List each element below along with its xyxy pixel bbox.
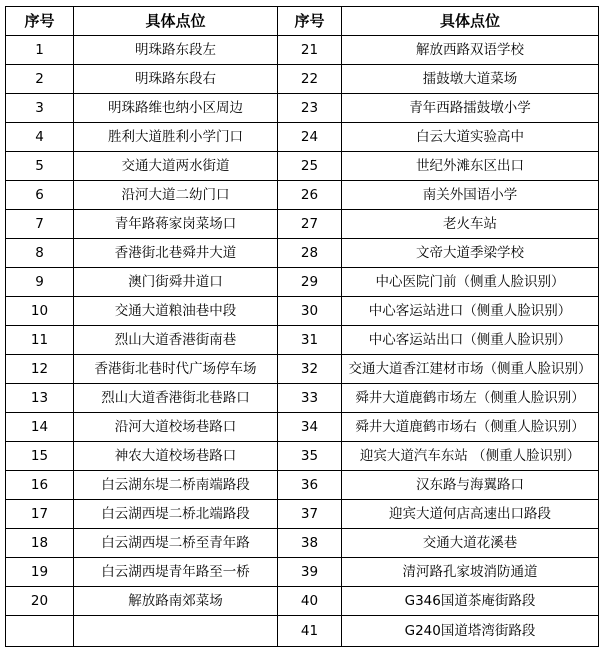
table-row <box>6 326 599 355</box>
row-number: 35 <box>278 442 342 471</box>
header-number: 序号 <box>6 7 74 36</box>
row-number: 20 <box>6 587 74 616</box>
row-number: 11 <box>6 326 74 355</box>
row-number: 2 <box>6 65 74 94</box>
row-location: 香港街北巷舜井大道 <box>74 239 278 268</box>
row-location: 解放路南郊菜场 <box>74 587 278 616</box>
header-location: 具体点位 <box>74 7 278 36</box>
row-number: 16 <box>6 471 74 500</box>
row-location: 舜井大道鹿鹤市场左（侧重人脸识别） <box>342 384 599 413</box>
row-number: 26 <box>278 181 342 210</box>
row-location: 清河路孔家坡消防通道 <box>342 558 599 587</box>
row-location: 世纪外滩东区出口 <box>342 152 599 181</box>
row-location: 明珠路维也纳小区周边 <box>74 94 278 123</box>
table-row <box>6 181 599 210</box>
row-location: 中心客运站出口（侧重人脸识别） <box>342 326 599 355</box>
row-number: 18 <box>6 529 74 558</box>
row-location: 香港街北巷时代广场停车场 <box>74 355 278 384</box>
row-number: 6 <box>6 181 74 210</box>
row-location: 青年西路擂鼓墩小学 <box>342 94 599 123</box>
row-location: 舜井大道鹿鹤市场右（侧重人脸识别） <box>342 413 599 442</box>
row-number: 3 <box>6 94 74 123</box>
row-number: 36 <box>278 471 342 500</box>
row-number: 7 <box>6 210 74 239</box>
row-location: 白云湖西堤二桥北端路段 <box>74 500 278 529</box>
table-row <box>6 65 599 94</box>
row-location: 烈山大道香港街南巷 <box>74 326 278 355</box>
row-location: 白云湖西堤二桥至青年路 <box>74 529 278 558</box>
table-row <box>6 210 599 239</box>
table-row <box>6 413 599 442</box>
row-number <box>6 616 74 647</box>
row-number: 28 <box>278 239 342 268</box>
row-number: 37 <box>278 500 342 529</box>
row-location: 白云大道实验高中 <box>342 123 599 152</box>
row-location: 交通大道粮油巷中段 <box>74 297 278 326</box>
row-location: 青年路蒋家岗菜场口 <box>74 210 278 239</box>
row-location: 中心客运站进口（侧重人脸识别） <box>342 297 599 326</box>
row-location: 神农大道校场巷路口 <box>74 442 278 471</box>
row-location: 文帝大道季梁学校 <box>342 239 599 268</box>
row-number: 40 <box>278 587 342 616</box>
table-row <box>6 384 599 413</box>
row-number: 38 <box>278 529 342 558</box>
row-number: 29 <box>278 268 342 297</box>
table-row <box>6 616 599 647</box>
row-number: 8 <box>6 239 74 268</box>
row-location: 沿河大道校场巷路口 <box>74 413 278 442</box>
row-number: 5 <box>6 152 74 181</box>
header-location: 具体点位 <box>342 7 599 36</box>
row-number: 33 <box>278 384 342 413</box>
row-location: 明珠路东段左 <box>74 36 278 65</box>
row-location: 胜利大道胜利小学门口 <box>74 123 278 152</box>
table-body <box>6 36 599 647</box>
row-location: 汉东路与海翼路口 <box>342 471 599 500</box>
row-number: 24 <box>278 123 342 152</box>
row-location: 沿河大道二幼门口 <box>74 181 278 210</box>
table-row <box>6 442 599 471</box>
row-location: 交通大道香江建材市场（侧重人脸识别） <box>342 355 599 384</box>
row-location: G240国道塔湾街路段 <box>342 616 599 647</box>
row-number: 27 <box>278 210 342 239</box>
row-location: 交通大道两水街道 <box>74 152 278 181</box>
table-row <box>6 500 599 529</box>
row-number: 13 <box>6 384 74 413</box>
row-location: 烈山大道香港街北巷路口 <box>74 384 278 413</box>
table-row <box>6 152 599 181</box>
table-row <box>6 123 599 152</box>
row-location <box>74 616 278 647</box>
table-row <box>6 529 599 558</box>
row-number: 34 <box>278 413 342 442</box>
table-row <box>6 471 599 500</box>
row-location: 中心医院门前（侧重人脸识别） <box>342 268 599 297</box>
row-number: 12 <box>6 355 74 384</box>
row-number: 9 <box>6 268 74 297</box>
row-location: 老火车站 <box>342 210 599 239</box>
row-number: 21 <box>278 36 342 65</box>
row-location: 迎宾大道何店高速出口路段 <box>342 500 599 529</box>
row-number: 23 <box>278 94 342 123</box>
header-row <box>6 7 599 36</box>
row-number: 14 <box>6 413 74 442</box>
row-number: 17 <box>6 500 74 529</box>
row-location: 迎宾大道汽车东站 （侧重人脸识别） <box>342 442 599 471</box>
row-number: 41 <box>278 616 342 647</box>
table-row <box>6 36 599 65</box>
row-location: 南关外国语小学 <box>342 181 599 210</box>
table-row <box>6 297 599 326</box>
row-number: 1 <box>6 36 74 65</box>
row-number: 30 <box>278 297 342 326</box>
row-location: 解放西路双语学校 <box>342 36 599 65</box>
row-number: 25 <box>278 152 342 181</box>
row-number: 31 <box>278 326 342 355</box>
table-row <box>6 558 599 587</box>
row-number: 15 <box>6 442 74 471</box>
table-row <box>6 355 599 384</box>
row-number: 10 <box>6 297 74 326</box>
row-location: 澳门街舜井道口 <box>74 268 278 297</box>
row-number: 22 <box>278 65 342 94</box>
row-number: 39 <box>278 558 342 587</box>
row-location: 交通大道花溪巷 <box>342 529 599 558</box>
table-row <box>6 268 599 297</box>
location-table <box>5 6 599 647</box>
row-number: 19 <box>6 558 74 587</box>
row-location: G346国道茶庵街路段 <box>342 587 599 616</box>
row-location: 白云湖西堤青年路至一桥 <box>74 558 278 587</box>
row-number: 4 <box>6 123 74 152</box>
header-number: 序号 <box>278 7 342 36</box>
table-row <box>6 94 599 123</box>
row-location: 明珠路东段右 <box>74 65 278 94</box>
row-number: 32 <box>278 355 342 384</box>
row-location: 白云湖东堤二桥南端路段 <box>74 471 278 500</box>
table-row <box>6 239 599 268</box>
row-location: 擂鼓墩大道菜场 <box>342 65 599 94</box>
table-row <box>6 587 599 616</box>
